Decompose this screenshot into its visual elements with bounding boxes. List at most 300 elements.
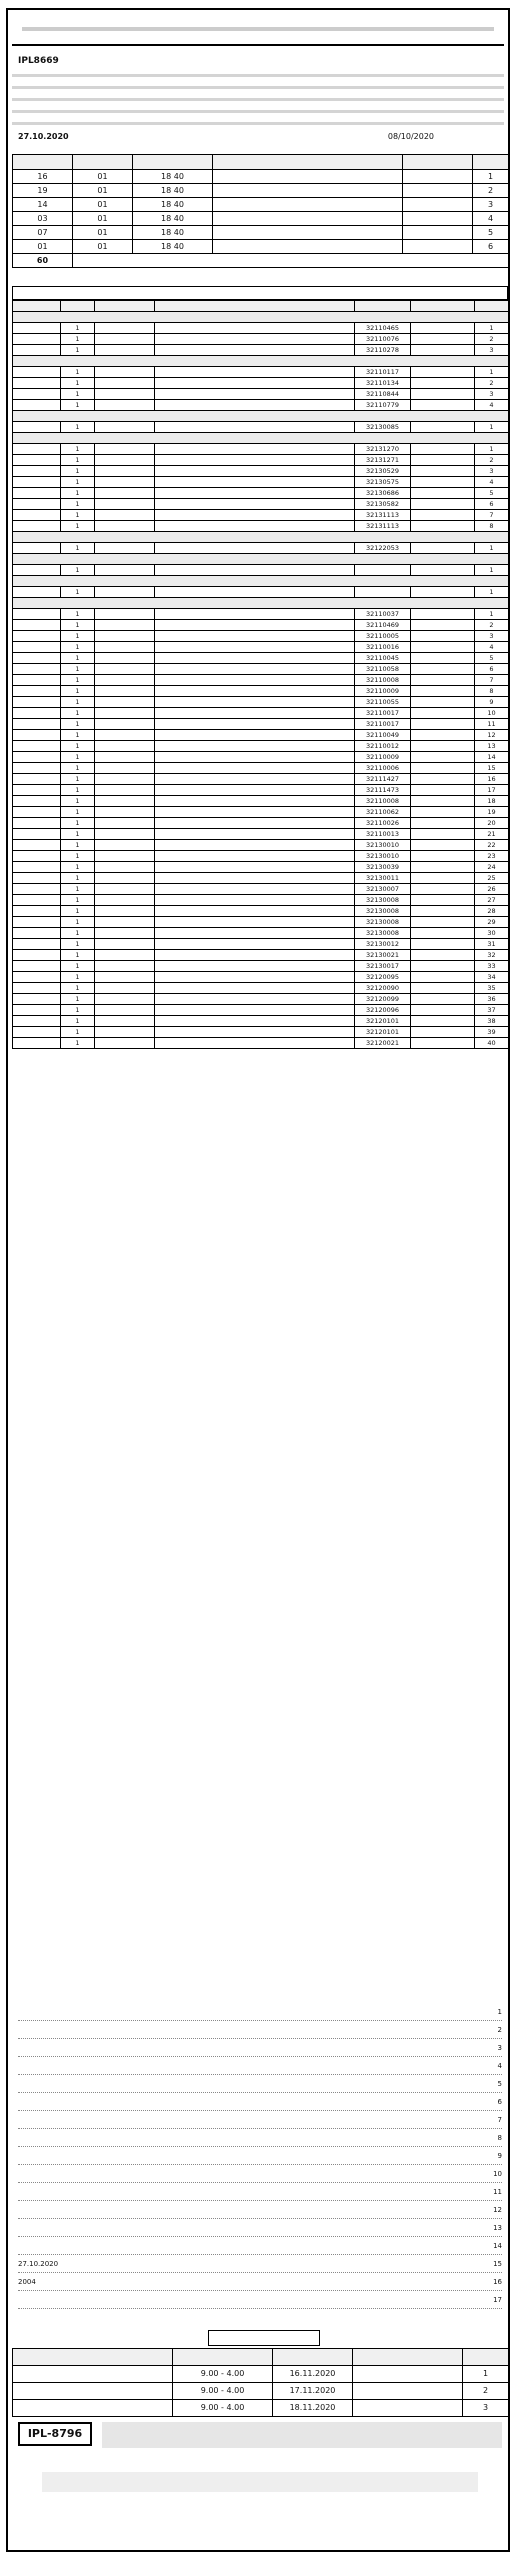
- school-remarks: [13, 829, 61, 840]
- col-date: [273, 2349, 353, 2366]
- school-remarks: [13, 1005, 61, 1016]
- condition-item: [18, 2006, 502, 2021]
- school-name: [155, 543, 355, 554]
- school-serial: 15: [475, 763, 509, 774]
- school-name: [155, 587, 355, 598]
- group-title: [13, 598, 509, 609]
- school-remarks: [13, 730, 61, 741]
- post-count: 14: [13, 198, 73, 212]
- school-remarks: [13, 466, 61, 477]
- table-row: [13, 983, 509, 994]
- table-row: [13, 653, 509, 664]
- table-row: [13, 1005, 509, 1016]
- school-post: [95, 422, 155, 433]
- school-remarks: [13, 642, 61, 653]
- school-post: [95, 818, 155, 829]
- school-post: [95, 642, 155, 653]
- school-tehsil: [411, 774, 475, 785]
- school-qty: 1: [61, 906, 95, 917]
- group-title: [13, 576, 509, 587]
- interview-date: 16.11.2020: [273, 2366, 353, 2383]
- school-name: [155, 884, 355, 895]
- school-remarks: [13, 323, 61, 334]
- col-interview-no: [463, 2349, 509, 2366]
- school-qty: 1: [61, 466, 95, 477]
- condition-item: [18, 2240, 502, 2255]
- school-remarks: [13, 939, 61, 950]
- school-remarks: [13, 1038, 61, 1049]
- school-emis-code: 32130008: [355, 928, 411, 939]
- table-row: [13, 807, 509, 818]
- school-tehsil: [411, 862, 475, 873]
- condition-number: 15: [493, 2260, 502, 2268]
- school-emis-code: 32110008: [355, 796, 411, 807]
- col-time: [173, 2349, 273, 2366]
- school-serial: 36: [475, 994, 509, 1005]
- school-emis-code: 32130008: [355, 917, 411, 928]
- school-post: [95, 499, 155, 510]
- school-qty: 1: [61, 334, 95, 345]
- school-serial: 2: [475, 620, 509, 631]
- ipl-number: IPL-8796: [18, 2422, 92, 2446]
- school-name: [155, 653, 355, 664]
- school-tehsil: [411, 444, 475, 455]
- school-post: [95, 950, 155, 961]
- school-qty: 1: [61, 774, 95, 785]
- table-row: [13, 829, 509, 840]
- school-remarks: [13, 807, 61, 818]
- post-serial: 3: [473, 198, 509, 212]
- school-serial: 26: [475, 884, 509, 895]
- school-serial: 31: [475, 939, 509, 950]
- post-age: 18 40: [133, 240, 213, 254]
- school-post: [95, 939, 155, 950]
- school-name: [155, 961, 355, 972]
- total-label: [73, 254, 509, 268]
- condition-item: [18, 2150, 502, 2165]
- table-row: [13, 367, 509, 378]
- post-serial: 4: [473, 212, 509, 226]
- school-tehsil: [411, 488, 475, 499]
- school-emis-code: 32110779: [355, 400, 411, 411]
- school-emis-code: 32110012: [355, 741, 411, 752]
- school-name: [155, 829, 355, 840]
- school-serial: 39: [475, 1027, 509, 1038]
- school-emis-code: 32110134: [355, 378, 411, 389]
- school-post: [95, 455, 155, 466]
- school-tehsil: [411, 543, 475, 554]
- school-remarks: [13, 334, 61, 345]
- table-row: [13, 226, 509, 240]
- school-serial: 37: [475, 1005, 509, 1016]
- school-emis-code: 32110013: [355, 829, 411, 840]
- table-row: [13, 950, 509, 961]
- school-tehsil: [411, 521, 475, 532]
- table-row: [13, 240, 509, 254]
- school-serial: 14: [475, 752, 509, 763]
- post-qualification: [213, 212, 403, 226]
- school-name: [155, 1005, 355, 1016]
- condition-number: 4: [497, 2062, 502, 2070]
- table-row: [13, 642, 509, 653]
- school-name: [155, 928, 355, 939]
- school-name: [155, 840, 355, 851]
- school-remarks: [13, 620, 61, 631]
- school-emis-code: 32130017: [355, 961, 411, 972]
- col-post-name: [95, 301, 155, 312]
- school-name: [155, 697, 355, 708]
- post-name: [403, 212, 473, 226]
- school-emis-code: 32130012: [355, 939, 411, 950]
- school-remarks: [13, 378, 61, 389]
- col-count: [13, 155, 73, 170]
- school-remarks: [13, 422, 61, 433]
- school-serial: 2: [475, 334, 509, 345]
- condition-number: 1: [497, 2008, 502, 2016]
- post-scale: 01: [73, 198, 133, 212]
- condition-number: 11: [493, 2188, 502, 2196]
- school-post: [95, 774, 155, 785]
- table-row: [13, 906, 509, 917]
- school-serial: 1: [475, 543, 509, 554]
- school-qty: 1: [61, 840, 95, 851]
- post-scale: 01: [73, 212, 133, 226]
- table-row: [13, 400, 509, 411]
- school-qty: 1: [61, 323, 95, 334]
- school-tehsil: [411, 620, 475, 631]
- table-row: [13, 543, 509, 554]
- col-age: [133, 155, 213, 170]
- table-row: [13, 345, 509, 356]
- school-emis-code: 32131270: [355, 444, 411, 455]
- school-post: [95, 664, 155, 675]
- table-row: [13, 939, 509, 950]
- condition-item: [18, 2204, 502, 2219]
- interview-serial: 3: [463, 2400, 509, 2417]
- school-qty: 1: [61, 972, 95, 983]
- post-scale: 01: [73, 226, 133, 240]
- school-emis-code: 32130008: [355, 895, 411, 906]
- school-qty: 1: [61, 730, 95, 741]
- post-age: 18 40: [133, 212, 213, 226]
- condition-number: 16: [493, 2278, 502, 2286]
- school-serial: 3: [475, 389, 509, 400]
- condition-item: [18, 2276, 502, 2291]
- group-title: [13, 411, 509, 422]
- school-emis-code: 32110026: [355, 818, 411, 829]
- school-qty: 1: [61, 851, 95, 862]
- school-tehsil: [411, 851, 475, 862]
- school-name: [155, 631, 355, 642]
- school-remarks: [13, 664, 61, 675]
- school-serial: 4: [475, 642, 509, 653]
- school-post: [95, 543, 155, 554]
- school-remarks: [13, 488, 61, 499]
- school-remarks: [13, 675, 61, 686]
- group-heading-row: [13, 356, 509, 367]
- school-post: [95, 994, 155, 1005]
- title-text-placeholder: [22, 27, 494, 31]
- group-heading-row: [13, 576, 509, 587]
- school-tehsil: [411, 477, 475, 488]
- post-name: [403, 226, 473, 240]
- school-name: [155, 785, 355, 796]
- school-serial: 10: [475, 708, 509, 719]
- school-name: [155, 444, 355, 455]
- school-remarks: [13, 752, 61, 763]
- school-qty: 1: [61, 873, 95, 884]
- school-remarks: [13, 587, 61, 598]
- school-serial: 28: [475, 906, 509, 917]
- col-no: [473, 155, 509, 170]
- condition-number: 13: [493, 2224, 502, 2232]
- school-qty: 1: [61, 994, 95, 1005]
- school-tehsil: [411, 763, 475, 774]
- condition-item: [18, 2096, 502, 2111]
- school-name: [155, 807, 355, 818]
- school-remarks: [13, 972, 61, 983]
- post-count: 01: [13, 240, 73, 254]
- condition-item: [18, 2258, 502, 2273]
- school-qty: 1: [61, 796, 95, 807]
- table-row: [13, 334, 509, 345]
- school-name: [155, 367, 355, 378]
- school-tehsil: [411, 631, 475, 642]
- school-qty: 1: [61, 565, 95, 576]
- condition-number: 3: [497, 2044, 502, 2052]
- table-row: [13, 928, 509, 939]
- interview-time: 9.00 - 4.00: [173, 2383, 273, 2400]
- col-serial: [475, 301, 509, 312]
- table-row: [13, 510, 509, 521]
- school-emis-code: 32131271: [355, 455, 411, 466]
- group-title: [13, 433, 509, 444]
- condition-item: [18, 2042, 502, 2057]
- school-serial: 21: [475, 829, 509, 840]
- school-tehsil: [411, 785, 475, 796]
- school-emis-code: 32110055: [355, 697, 411, 708]
- col-tehsil: [411, 301, 475, 312]
- condition-item: [18, 2294, 502, 2309]
- condition-number: 5: [497, 2080, 502, 2088]
- post-count: 07: [13, 226, 73, 240]
- school-tehsil: [411, 983, 475, 994]
- table-row: [13, 752, 509, 763]
- school-name: [155, 477, 355, 488]
- table-row: [13, 565, 509, 576]
- school-tehsil: [411, 895, 475, 906]
- interview-venue: [13, 2383, 173, 2400]
- school-emis-code: 32110009: [355, 752, 411, 763]
- school-emis-code: 32110465: [355, 323, 411, 334]
- school-serial: 33: [475, 961, 509, 972]
- col-interview-tehsil: [353, 2349, 463, 2366]
- school-remarks: [13, 708, 61, 719]
- school-post: [95, 719, 155, 730]
- school-tehsil: [411, 642, 475, 653]
- school-post: [95, 378, 155, 389]
- table-row: [13, 323, 509, 334]
- school-tehsil: [411, 961, 475, 972]
- table-row: [13, 851, 509, 862]
- school-serial: 35: [475, 983, 509, 994]
- col-venue: [13, 2349, 173, 2366]
- school-post: [95, 444, 155, 455]
- table-row: [13, 961, 509, 972]
- post-name: [403, 170, 473, 184]
- school-qty: 1: [61, 895, 95, 906]
- school-post: [95, 488, 155, 499]
- post-serial: 6: [473, 240, 509, 254]
- school-post: [95, 884, 155, 895]
- school-post: [95, 807, 155, 818]
- school-name: [155, 334, 355, 345]
- school-emis-code: 32130010: [355, 840, 411, 851]
- school-post: [95, 763, 155, 774]
- school-tehsil: [411, 730, 475, 741]
- school-post: [95, 334, 155, 345]
- school-name: [155, 862, 355, 873]
- school-tehsil: [411, 917, 475, 928]
- school-name: [155, 664, 355, 675]
- school-remarks: [13, 609, 61, 620]
- school-tehsil: [411, 906, 475, 917]
- condition-number: 8: [497, 2134, 502, 2142]
- school-post: [95, 587, 155, 598]
- school-post: [95, 752, 155, 763]
- group-heading-row: [13, 411, 509, 422]
- school-emis-code: 32130085: [355, 422, 411, 433]
- school-serial: 22: [475, 840, 509, 851]
- school-name: [155, 741, 355, 752]
- post-serial: 5: [473, 226, 509, 240]
- school-post: [95, 565, 155, 576]
- school-qty: 1: [61, 862, 95, 873]
- school-post: [95, 961, 155, 972]
- school-serial: 1: [475, 367, 509, 378]
- school-tehsil: [411, 1027, 475, 1038]
- table-row: [13, 212, 509, 226]
- school-name: [155, 488, 355, 499]
- school-serial: 1: [475, 444, 509, 455]
- school-serial: 30: [475, 928, 509, 939]
- school-post: [95, 1038, 155, 1049]
- school-qty: 1: [61, 686, 95, 697]
- group-heading-row: [13, 532, 509, 543]
- table-row: [13, 862, 509, 873]
- condition-text: 27.10.2020: [18, 2260, 59, 2268]
- school-tehsil: [411, 741, 475, 752]
- officer-signature: [102, 2422, 502, 2448]
- school-qty: 1: [61, 763, 95, 774]
- school-remarks: [13, 367, 61, 378]
- post-serial: 2: [473, 184, 509, 198]
- school-emis-code: 32110009: [355, 686, 411, 697]
- school-tehsil: [411, 972, 475, 983]
- school-serial: 1: [475, 609, 509, 620]
- table-row: [13, 840, 509, 851]
- school-serial: 2: [475, 455, 509, 466]
- table-row: [13, 444, 509, 455]
- group-title: [13, 532, 509, 543]
- school-post: [95, 521, 155, 532]
- school-tehsil: [411, 422, 475, 433]
- school-qty: 1: [61, 664, 95, 675]
- school-emis-code: 32110016: [355, 642, 411, 653]
- post-qualification: [213, 226, 403, 240]
- table-row: [13, 785, 509, 796]
- table-row: [13, 686, 509, 697]
- interview-time: 9.00 - 4.00: [173, 2366, 273, 2383]
- school-remarks: [13, 444, 61, 455]
- school-post: [95, 697, 155, 708]
- school-remarks: [13, 521, 61, 532]
- school-qty: 1: [61, 521, 95, 532]
- school-post: [95, 708, 155, 719]
- condition-number: 2: [497, 2026, 502, 2034]
- school-serial: 19: [475, 807, 509, 818]
- school-remarks: [13, 994, 61, 1005]
- school-tehsil: [411, 928, 475, 939]
- interview-table: [12, 2348, 509, 2417]
- school-remarks: [13, 983, 61, 994]
- school-qty: 1: [61, 807, 95, 818]
- group-heading-row: [13, 598, 509, 609]
- table-row: [13, 378, 509, 389]
- school-remarks: [13, 741, 61, 752]
- school-qty: 1: [61, 455, 95, 466]
- school-remarks: [13, 455, 61, 466]
- post-scale: 01: [73, 240, 133, 254]
- school-tehsil: [411, 323, 475, 334]
- school-serial: 23: [475, 851, 509, 862]
- school-post: [95, 323, 155, 334]
- table-row: [13, 2366, 509, 2383]
- school-serial: 6: [475, 499, 509, 510]
- school-qty: 1: [61, 818, 95, 829]
- interview-date: 17.11.2020: [273, 2383, 353, 2400]
- interview-date: 18.11.2020: [273, 2400, 353, 2417]
- school-tehsil: [411, 367, 475, 378]
- school-post: [95, 862, 155, 873]
- post-qualification: [213, 184, 403, 198]
- interview-tehsil: [353, 2366, 463, 2383]
- condition-number: 6: [497, 2098, 502, 2106]
- school-name: [155, 455, 355, 466]
- school-post: [95, 675, 155, 686]
- school-post: [95, 389, 155, 400]
- school-name: [155, 675, 355, 686]
- school-qty: 1: [61, 488, 95, 499]
- school-name: [155, 719, 355, 730]
- school-post: [95, 840, 155, 851]
- group-title: [13, 312, 509, 323]
- intro-paragraph: [12, 50, 504, 148]
- school-serial: 5: [475, 488, 509, 499]
- school-remarks: [13, 565, 61, 576]
- table-row: [13, 609, 509, 620]
- group-title: [13, 554, 509, 565]
- school-name: [155, 345, 355, 356]
- col-post: [403, 155, 473, 170]
- school-serial: 4: [475, 477, 509, 488]
- school-name: [155, 708, 355, 719]
- condition-number: 10: [493, 2170, 502, 2178]
- school-serial: 40: [475, 1038, 509, 1049]
- school-tehsil: [411, 675, 475, 686]
- school-remarks: [13, 543, 61, 554]
- table-row: [13, 994, 509, 1005]
